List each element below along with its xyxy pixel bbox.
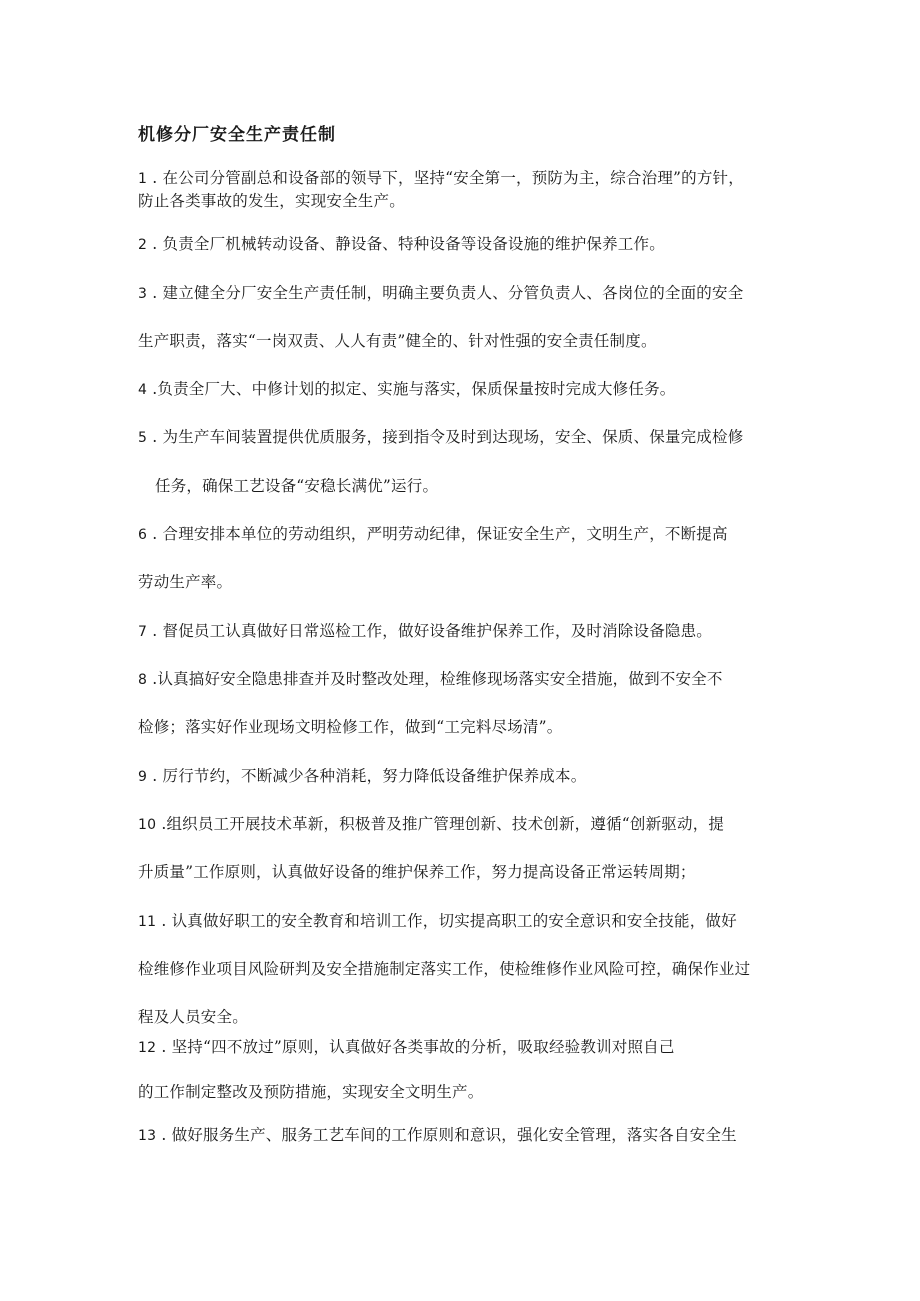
item-11-line-3: 程及人员安全。 xyxy=(138,1008,248,1026)
item-5-line-1: 5 . 为生产车间装置提供优质服务，接到指令及时到达现场，安全、保质、保量完成检修 xyxy=(138,428,744,446)
item-10-line-1: 10 .组织员工开展技术革新，积极普及推广管理创新、技术创新，遵循“创新驱动，提 xyxy=(138,815,725,833)
item-11-line-1: 11 . 认真做好职工的安全教育和培训工作，切实提高职工的安全意识和安全技能，做好 xyxy=(138,912,737,930)
item-12-line-2: 的工作制定整改及预防措施，实现安全文明生产。 xyxy=(138,1083,484,1101)
item-1-line-1: 1 . 在公司分管副总和设备部的领导下，坚持“安全第一，预防为主，综合治理”的方针， xyxy=(138,169,744,187)
item-number: 3 xyxy=(138,286,148,302)
item-number: 5 xyxy=(138,430,148,446)
item-11-line-2: 检维修作业项目风险研判及安全措施制定落实工作，使检维修作业风险可控，确保作业过 xyxy=(138,960,751,978)
document-title: 机修分厂安全生产责任制 xyxy=(138,125,336,145)
item-number: 8 xyxy=(138,672,148,688)
item-4-line-1: 4 .负责全厂大、中修计划的拟定、实施与落实，保质保量按时完成大修任务。 xyxy=(138,380,676,398)
item-1-line-2: 防止各类事故的发生，实现安全生产。 xyxy=(138,192,405,210)
item-3-line-1: 3 . 建立健全分厂安全生产责任制，明确主要负责人、分管负责人、各岗位的全面的安全 xyxy=(138,284,744,302)
item-7-line-1: 7 . 督促员工认真做好日常巡检工作，做好设备维护保养工作，及时消除设备隐患。 xyxy=(138,622,712,640)
item-number: 2 xyxy=(138,237,148,253)
item-3-line-2: 生产职责，落实“一岗双责、人人有责”健全的、针对性强的安全责任制度。 xyxy=(138,332,657,350)
item-number: 9 xyxy=(138,769,148,785)
item-10-line-2: 升质量”工作原则，认真做好设备的维护保养工作，努力提高设备正常运转周期； xyxy=(138,863,696,881)
item-8-line-1: 8 .认真搞好安全隐患排查并及时整改处理，检维修现场落实安全措施，做到不安全不 xyxy=(138,670,723,688)
item-6-line-1: 6 . 合理安排本单位的劳动组织，严明劳动纪律，保证安全生产，文明生产，不断提高 xyxy=(138,525,728,543)
item-number: 13 xyxy=(138,1128,157,1144)
item-9-line-1: 9 . 厉行节约，不断减少各种消耗，努力降低设备维护保养成本。 xyxy=(138,767,587,785)
item-5-line-2: 任务，确保工艺设备“安稳长满优”运行。 xyxy=(155,477,439,495)
item-13-line-1: 13 . 做好服务生产、服务工艺车间的工作原则和意识，强化安全管理，落实各自安全生 xyxy=(138,1126,737,1144)
item-number: 12 xyxy=(138,1040,157,1056)
item-12-line-1: 12 . 坚持“四不放过”原则，认真做好各类事故的分析，吸取经验教训对照自己 xyxy=(138,1038,675,1056)
item-6-line-2: 劳动生产率。 xyxy=(138,573,233,591)
item-number: 11 xyxy=(138,914,157,930)
item-2-line-1: 2 . 负责全厂机械转动设备、静设备、特种设备等设备设施的维护保养工作。 xyxy=(138,235,665,253)
item-number: 4 xyxy=(138,382,148,398)
item-8-line-2: 检修；落实好作业现场文明检修工作，做到“工完料尽场清”。 xyxy=(138,718,563,736)
item-number: 1 xyxy=(138,171,148,187)
item-number: 6 xyxy=(138,527,148,543)
item-number: 10 xyxy=(138,817,157,833)
item-number: 7 xyxy=(138,624,148,640)
